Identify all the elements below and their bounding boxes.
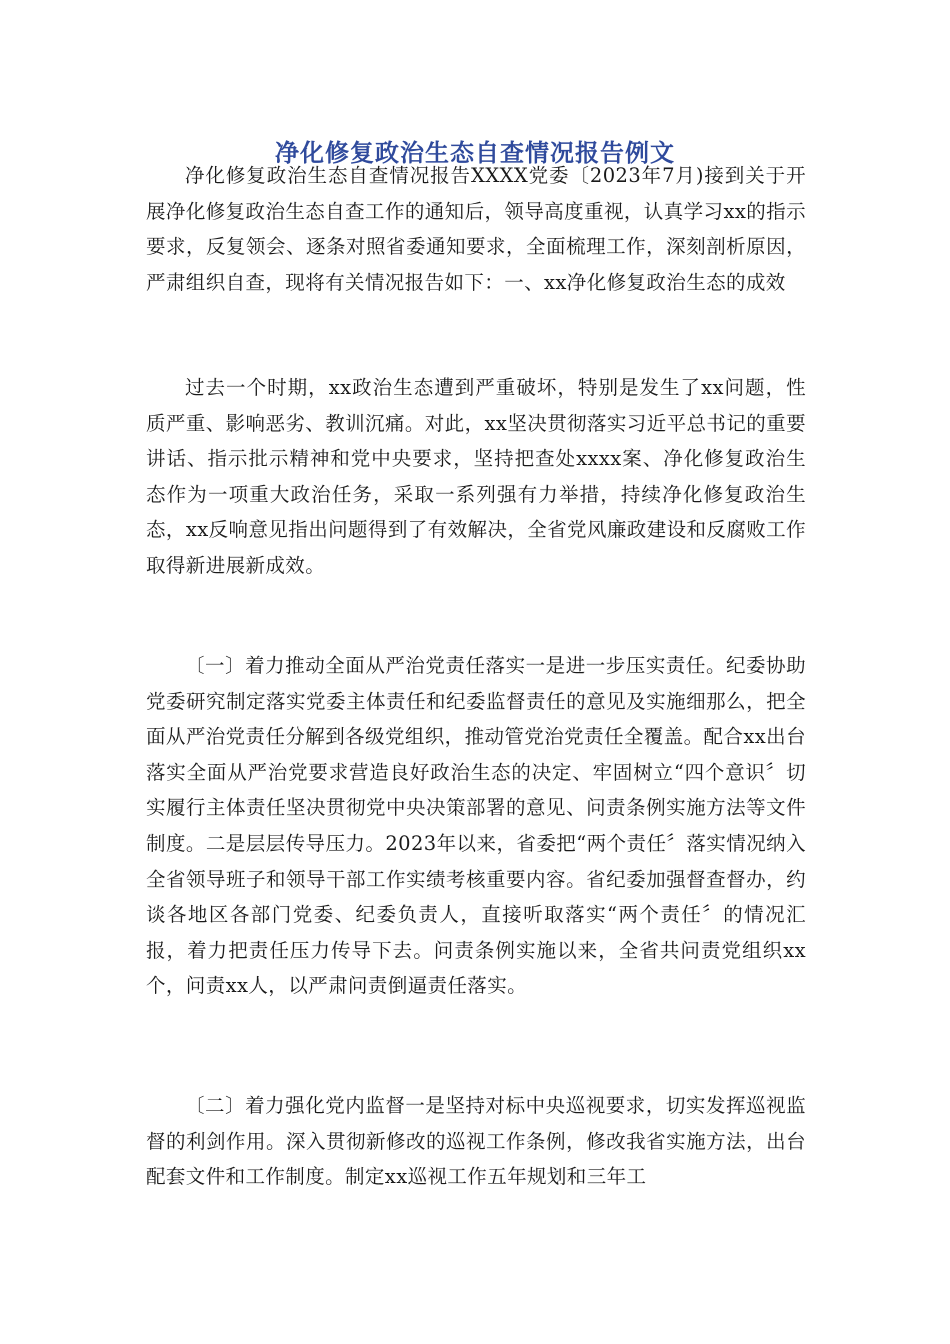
document-title: 净化修复政治生态自查情况报告例文	[275, 139, 675, 167]
paragraph-section-one: 〔一〕着力推动全面从严治党责任落实一是进一步压实责任。纪委协助党委研究制定落实党委主体责任和纪委监督责任的意见及实施细那么，把全面从严治党责任分解到各级党组织，推动管党治党责任全覆盖。配合xx出台落实全面从严治党要求营造良好政治生态的决定、牢固树立“四个意识〞切实履行主体责任坚决贯彻党中央决策部署的意见、问责条例实施方法等文件制度。二是层层传导压力。2023年以来，省委把“两个责任〞落实情况纳入全省领导班子和领导干部工作实绩考核重要内容。省纪委加强督查督办，约谈各地区各部门党委、纪委负责人，直接听取落实“两个责任〞的情况汇报，着力把责任压力传导下去。问责条例实施以来，全省共问责党组织xx个，问责xx人，以严肃问责倒逼责任落实。	[146, 654, 806, 998]
paragraph-background: 过去一个时期，xx政治生态遭到严重破坏，特别是发生了xx问题，性质严重、影响恶劣、教训沉痛。对此，xx坚决贯彻落实习近平总书记的重要讲话、指示批示精神和党中央要求，坚持把查处xxxx案、净化修复政治生态作为一项重大政治任务，采取一系列强有力举措，持续净化修复政治生态，xx反响意见指出问题得到了有效解决，全省党风廉政建设和反腐败工作取得新进展新成效。	[146, 376, 806, 577]
paragraph-section-two: 〔二〕着力强化党内监督一是坚持对标中央巡视要求，切实发挥巡视监督的利剑作用。深入贯彻新修改的巡视工作条例，修改我省实施方法，出台配套文件和工作制度。制定xx巡视工作五年规划和三年工	[146, 1094, 806, 1189]
paragraph-intro: 净化修复政治生态自查情况报告XXXX党委〔2023年7月)接到关于开展净化修复政治生态自查工作的通知后，领导高度重视，认真学习xx的指示要求，反复领会、逐条对照省委通知要求，全面梳理工作，深刻剖析原因，严肃组织自查，现将有关情况报告如下：一、xx净化修复政治生态的成效	[146, 164, 806, 294]
